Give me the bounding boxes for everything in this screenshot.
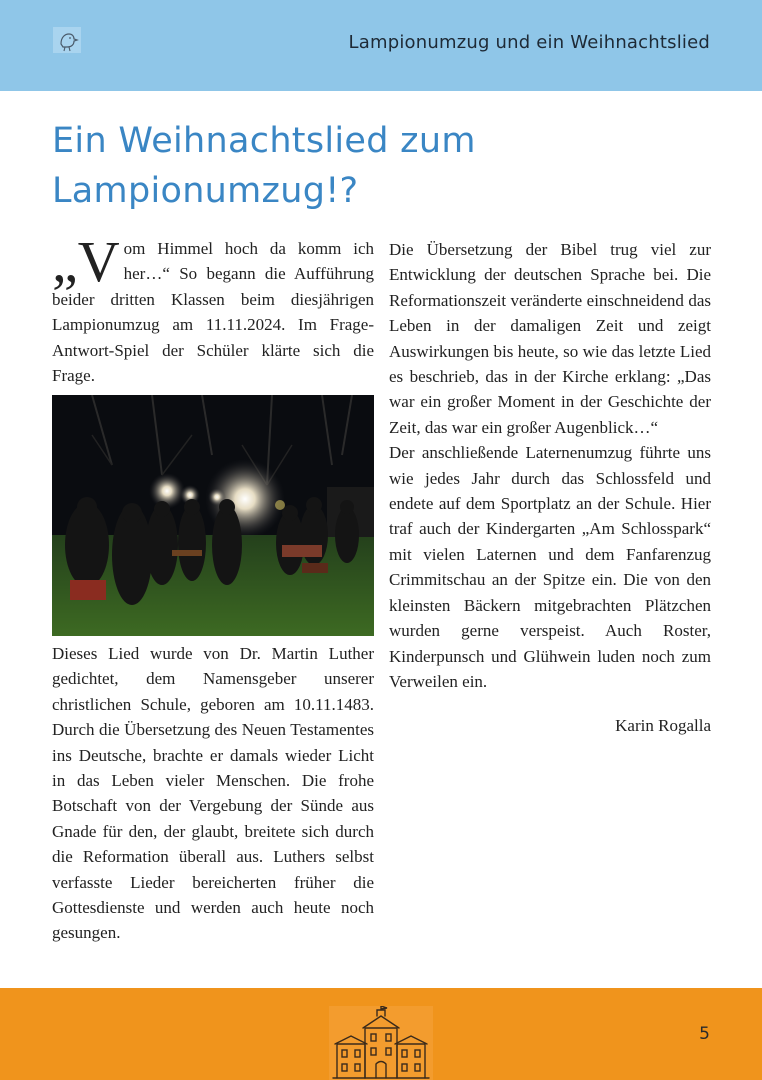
header-title: Lampionumzug und ein Weihnachtslied: [348, 32, 710, 53]
article-column-left-top: [52, 229, 374, 388]
intro-paragraph: [52, 229, 374, 388]
school-building-icon: [329, 1006, 433, 1080]
paragraph-3: Die Übersetzung der Bibel trug viel zur Entwicklung der deutschen Sprache bei. Die Reformationszeit veränderte einschneidend das Leben in der damaligen Zeit und zeigt Auswirkungen bis heute, so wie das letzte Lied es beschrieb, das in der Kirche erklang: „Das war ein großer Moment in der Geschichte der Zeit, das war ein großer Augenblick…“: [389, 240, 711, 437]
lantern-parade-photo: [52, 395, 374, 636]
article-column-left-bottom: [52, 641, 374, 946]
article-column-right: [389, 237, 711, 739]
article-title: Ein Weihnachtslied zum Lampionumzug!?: [52, 121, 476, 211]
page-number: 5: [699, 1024, 710, 1044]
author-signature: Karin Rogalla: [615, 716, 711, 736]
page-header: [0, 0, 762, 91]
paragraph-4: Der anschließende Laternenumzug führte uns wie jedes Jahr durch das Schlossfeld und endete auf dem Sportplatz an der Schule. Hier traf auch der Kindergarten „Am Schlosspark“ mit vielen Laternen und dem Fanfarenzug Crimmitschau an der Spitze ein. Die von den kleinsten Bäckern mitgebrachten Plätzchen wurden gerne verspeist. Auch Roster, Kinderpunsch und Glühwein luden noch zum Verweilen ein.: [389, 443, 711, 691]
photo-illustration: [52, 395, 374, 636]
paragraph-2: Dieses Lied wurde von Dr. Martin Luther gedichtet, dem Namensgeber unserer christlichen Schule, geboren am 10.11.1483. Durch die Übersetzung des Neuen Testamentes ins Deutsche, brachte er damals wieder Licht in das Leben vieler Menschen. Die frohe Botschaft von der Vergebung der Sünde aus Gnade für den, der glaubt, breitete sich durch die Reformation überall aus. Luthers selbst verfasste Lieder bereicherten früher die Gottesdienste und werden auch heute noch gesungen.: [52, 644, 374, 943]
bird-icon: [53, 27, 81, 53]
dropcap: „V: [52, 229, 120, 294]
intro-text: om Himmel hoch da komm ich her…“ So begann die Aufführung beider dritten Klassen beim diesjährigen Lampionumzug am 11.11.2024. Im Frage-Antwort-Spiel der Schüler klärte sich die Frage.: [52, 239, 374, 386]
